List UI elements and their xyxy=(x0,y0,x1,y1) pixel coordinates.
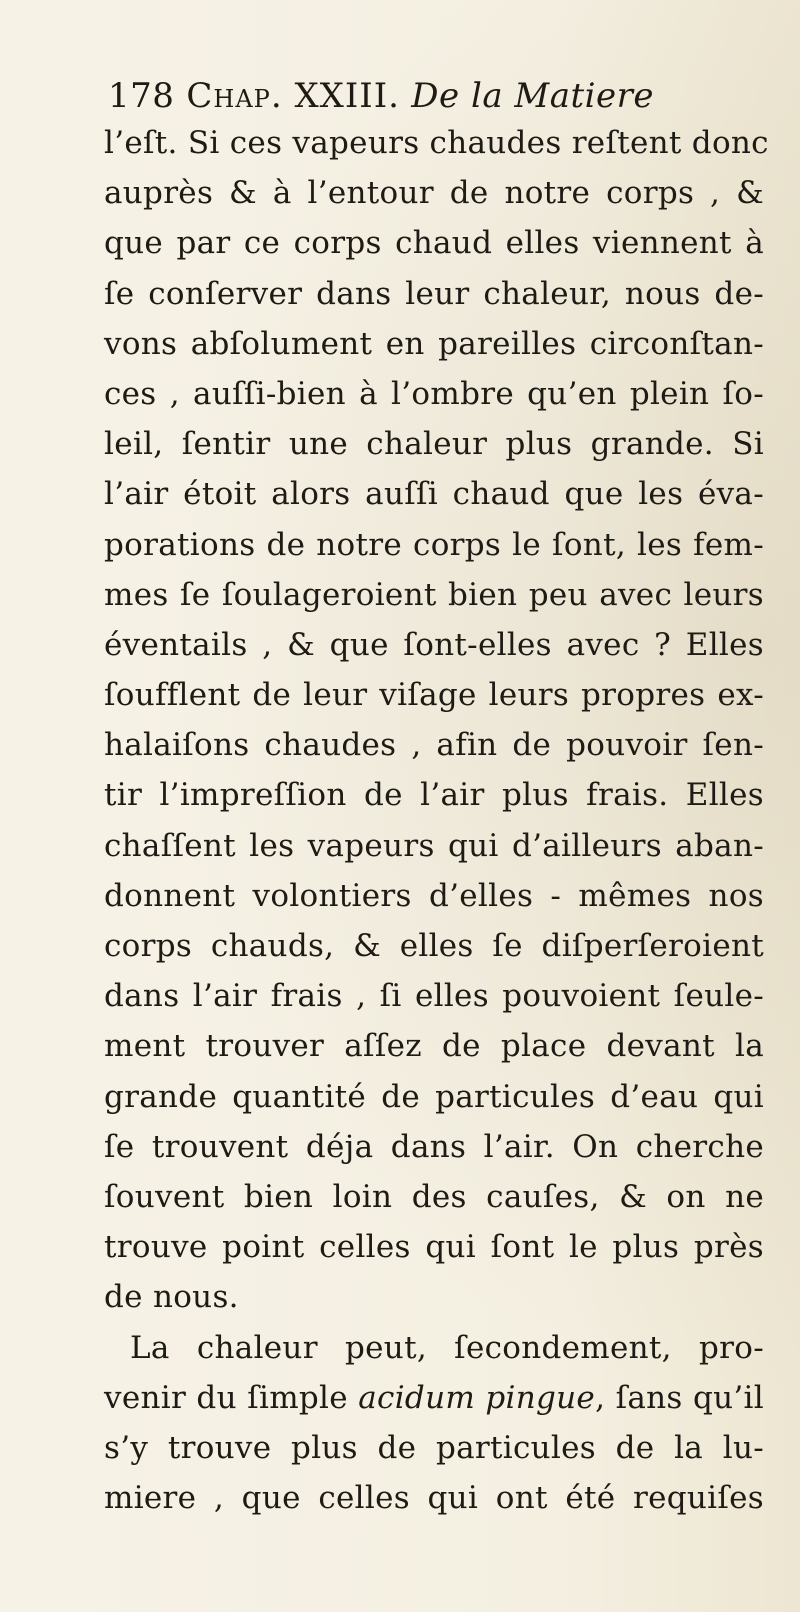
text-line: corps chauds, & elles ſe diſperſeroient xyxy=(104,928,764,964)
text-line: miere , que celles qui ont été requiſes xyxy=(104,1480,764,1517)
text-line: ces , auſſi-bien à l’ombre qu’en plein ſo- xyxy=(104,375,764,412)
text-line: ſe conſerver dans leur chaleur, nous de- xyxy=(104,275,764,312)
text-line: auprès & à l’entour de notre corps , & xyxy=(104,175,764,212)
text-line: porations de notre corps le ſont, les fem- xyxy=(104,526,764,563)
text-line: ſouvent bien loin des cauſes, & on ne xyxy=(104,1178,764,1215)
chapter-title: Chap. XXIII. xyxy=(186,76,400,116)
text-line: La chaleur peut, ſecondement, pro- xyxy=(130,1329,764,1366)
text-line: l’air étoit alors auſſi chaud que les éva- xyxy=(104,476,764,513)
text-line: s’y trouve plus de particules de la lu- xyxy=(104,1429,764,1466)
text-line: de nous. xyxy=(104,1279,239,1316)
text-span: venir du ſimple xyxy=(104,1379,359,1416)
text-line: donnent volontiers d’elles - mêmes nos xyxy=(104,877,764,914)
text-line: l’eſt. Si ces vapeurs chaudes reſtent donc xyxy=(104,125,769,161)
text-line: trouve point celles qui ſont le plus près xyxy=(104,1229,764,1266)
text-line: que par ce corps chaud elles viennent à xyxy=(104,225,764,262)
text-line: ſe trouvent déja dans l’air. On cherche xyxy=(104,1128,764,1165)
text-line: éventails , & que ſont-elles avec ? Elles xyxy=(104,626,764,663)
text-line: halaiſons chaudes , afin de pouvoir ſen- xyxy=(104,727,764,764)
text-span: , ſans qu’il xyxy=(595,1379,764,1416)
text-line: ſoufflent de leur viſage leurs propres ex- xyxy=(104,677,764,714)
text-line: dans l’air frais , ſi elles pouvoient ſeule- xyxy=(104,978,764,1015)
text-line: chaſſent les vapeurs qui d’ailleurs aban- xyxy=(104,827,764,864)
page-number: 178 xyxy=(108,76,175,116)
text-line: grande quantité de particules d’eau qui xyxy=(104,1078,764,1115)
text-line: vons abſolument en pareilles circonſtan- xyxy=(104,325,764,362)
text-line: mes ſe ſoulageroient bien peu avec leurs xyxy=(104,576,764,613)
italic-term: acidum pingue xyxy=(358,1379,596,1416)
text-line-with-italic xyxy=(104,1373,764,1423)
body-text xyxy=(104,118,769,1523)
running-header xyxy=(108,76,654,116)
text-line: ment trouver aſſez de place devant la xyxy=(104,1028,764,1065)
chapter-subject: De la Matiere xyxy=(411,76,655,116)
text-line: leil, ſentir une chaleur plus grande. Si xyxy=(104,426,764,463)
text-line: tir l’impreſſion de l’air plus frais. Elles xyxy=(104,777,764,814)
